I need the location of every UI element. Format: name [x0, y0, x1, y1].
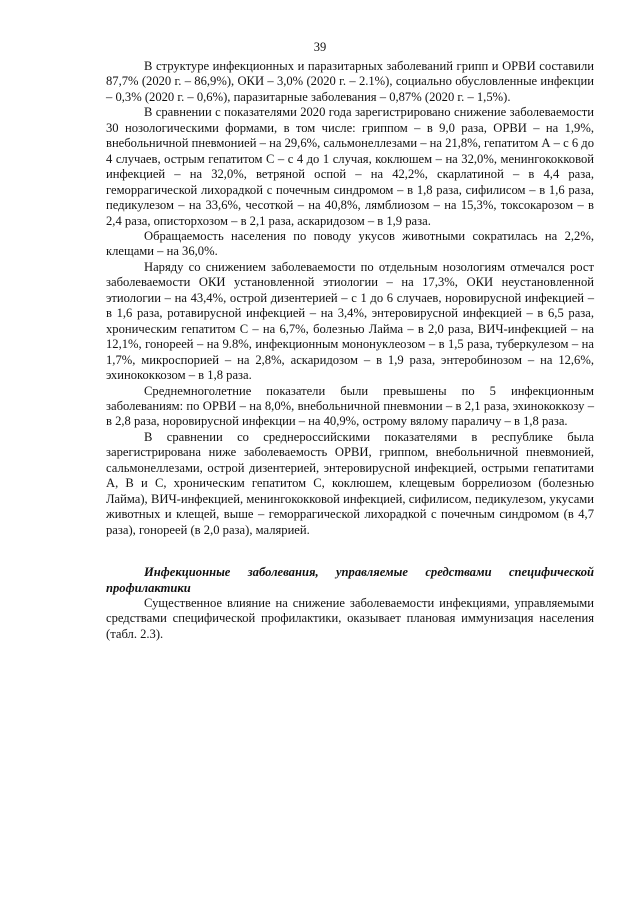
paragraph-long-term-average: Среднемноголетние показатели были превышены по 5 инфекционным заболеваниям: по ОРВИ – на 8,0%, внебольничной пневмонии – в 2,1 раза, эхинококкозу – в 2,8 раза, норовирусной инфекции – на 40,9%, острому вялому параличу – в 1,8 раза.	[106, 383, 594, 429]
section-heading: Инфекционные заболевания, управляемые средствами специфической профилактики	[106, 565, 594, 595]
paragraph-russia-comparison: В сравнении со среднероссийскими показателями в республике была зарегистрирована ниже заболеваемость ОРВИ, гриппом, внебольничной пневмонией, сальмонеллезами, острой дизентерией, энтеровирусной инфекцией, острыми гепатитами А, В и С, хроническим гепатитом С, коклюшем, клещевым боррелиозом (болезнью Лайма), ВИЧ-инфекцией, менингококковой инфекцией, сифилисом, педикулезом, укусами животных и клещей, выше – геморрагической лихорадкой с почечным синдромом (в 4,7 раза), гонореей (в 2,0 раза), малярией.	[106, 429, 594, 537]
paragraph-increase: Наряду со снижением заболеваемости по отдельным нозологиям отмечался рост заболеваемости ОКИ установленной этиологии – на 17,3%, ОКИ неустановленной этиологии – на 43,4%, острой дизентерией – с 1 до 6 случаев, норовирусной инфекцией – в 1,6 раза, ротавирусной инфекцией – на 3,4%, энтеровирусной инфекцией – в 6,5 раза, хроническим гепатитом С – на 6,7%, болезнью Лайма – в 2,0 раза, ВИЧ-инфекцией – на 12,1%, гонореей – на 9.8%, инфекционным мононуклеозом – в 1,5 раза, туберкулезом – на 1,7%, микроспорией – на 2,8%, аскаридозом – в 1,9 раза, энтеробинозом – на 12,6%, эхинококкозом – в 1,8 раза.	[106, 259, 594, 383]
paragraph-immunization: Существенное влияние на снижение заболеваемости инфекциями, управляемыми средствами специфической профилактики, оказывает плановая иммунизация населения (табл. 2.3).	[106, 595, 594, 641]
paragraph-decrease: В сравнении с показателями 2020 года зарегистрировано снижение заболеваемости 30 нозологическими формами, в том числе: гриппом – в 9,0 раза, ОРВИ – на 1,9%, внебольничной пневмонией – на 29,6%, сальмонеллезами – на 21,8%, гепатитом А – с 6 до 4 случаев, острым гепатитом С – с 4 до 1 случая, коклюшем – на 32,0%, менингококковой инфекцией – на 32,0%, ветряной оспой – на 42,2%, скарлатиной – в 4,4 раза, геморрагической лихорадкой с почечным синдромом – в 1,8 раза, сифилисом – в 1,6 раза, педикулезом – на 33,6%, чесоткой – на 40,8%, лямблиозом – на 15,3%, токсокарозом – в 2,4 раза, описторхозом – в 2,1 раза, аскаридозом – в 1,9 раза.	[106, 105, 594, 228]
page-body	[106, 59, 594, 642]
paragraph-bites: Обращаемость населения по поводу укусов животными сократилась на 2,2%, клещами – на 36,0%.	[106, 228, 594, 259]
page-number: 39	[313, 40, 327, 54]
paragraph-infection-structure: В структуре инфекционных и паразитарных заболеваний грипп и ОРВИ составили 87,7% (2020 г. – 86,9%), ОКИ – 3,0% (2020 г. – 2.1%), социально обусловленные инфекции – 0,3% (2020 г. – 0,6%), паразитарные заболевания – 0,87% (2020 г. – 1,5%).	[106, 59, 594, 104]
